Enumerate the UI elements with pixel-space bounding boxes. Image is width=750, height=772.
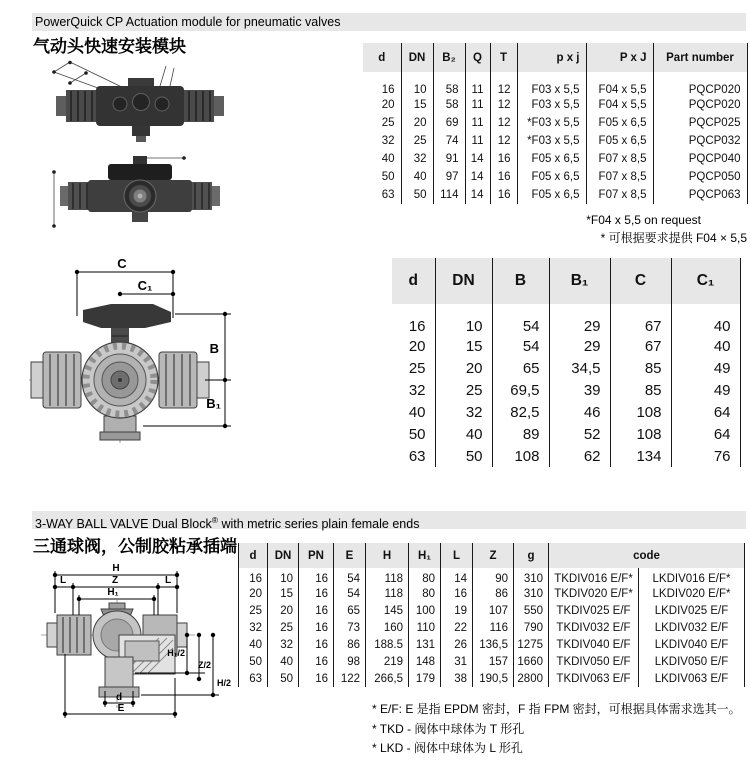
table-cell: 118 [366,568,409,585]
section2-title-zh: 三通球阀，公制胶粘承插端 [33,537,237,556]
table-cell: 26 [441,636,473,653]
table-cell: PQCP040 [653,150,747,168]
dimension-label: B₁ [206,396,221,411]
table-cell: 16 [299,568,334,585]
table-cell: 1275 [514,636,549,653]
table-cell: 110 [409,619,441,636]
table-cell: 310 [514,568,549,585]
dimension-label: Z [111,575,119,586]
table1-footnotes [363,211,747,247]
section2-title-band [32,511,746,532]
table-cell: 29 [549,304,610,335]
table-cell: F07 x 8,5 [586,168,653,186]
column-header-code: code [549,543,745,568]
table-cell: 15 [435,335,492,357]
table-cell: 40 [363,150,401,168]
table-cell: 62 [549,445,610,467]
table-cell: TKDIV050 E/F [549,653,639,670]
table-row [392,357,740,379]
table-cell: 1660 [514,653,549,670]
column-header: C [610,258,671,304]
table-row [363,72,747,96]
table-cell: 16 [299,619,334,636]
column-header: H [366,543,409,568]
table-row [392,423,740,445]
table-cell: 12 [490,96,517,114]
table-row [363,168,747,186]
table-cell: 25 [268,619,299,636]
table-cell: 54 [334,568,366,585]
column-header: DN [268,543,299,568]
table-cell: 32 [268,636,299,653]
table-cell: 16 [299,670,334,687]
dimension-label: B [209,341,219,356]
table-header-row [239,543,745,568]
actuation-module-table [363,43,748,204]
table-cell: F05 x 6,5 [517,168,586,186]
table-cell: 40 [671,335,740,357]
ball-valve-table [238,543,745,687]
table-cell: LKDIV050 E/F [639,653,745,670]
table-cell: 54 [492,335,549,357]
table-cell: F07 x 8,5 [586,150,653,168]
footnote: * TKD - 阀体中球体为 T 形孔 [372,721,525,736]
column-header: E [334,543,366,568]
table-cell: 91 [433,150,465,168]
column-header: d [392,258,435,304]
table-cell: 14 [465,168,490,186]
table-cell: 11 [465,132,490,150]
table-row [239,670,745,687]
table-row [239,568,745,585]
table-cell: 31 [441,653,473,670]
table-cell: 108 [492,445,549,467]
table-row [239,653,745,670]
table-cell: 69,5 [492,379,549,401]
table-cell: 50 [401,186,433,204]
table-row [239,585,745,602]
table-cell: PQCP020 [653,96,747,114]
table-cell: 65 [492,357,549,379]
table-cell: 63 [392,445,435,467]
column-header: d [363,43,401,72]
table-cell: 90 [473,568,514,585]
table-cell: 38 [441,670,473,687]
table-cell: 80 [409,585,441,602]
table-cell: 122 [334,670,366,687]
column-header: P x J [586,43,653,72]
section1-title-band [32,13,746,31]
table-cell: 310 [514,585,549,602]
table-cell: 50 [392,423,435,445]
table-cell: 40 [392,401,435,423]
table-cell: 145 [366,602,409,619]
table-cell: F05 x 6,5 [517,186,586,204]
table-cell: 58 [433,96,465,114]
table-cell: 29 [549,335,610,357]
column-header: g [514,543,549,568]
table-cell: 20 [363,96,401,114]
table-cell: 116 [473,619,514,636]
table-cell: LKDIV040 E/F [639,636,745,653]
column-header: T [490,43,517,72]
table-header-row [392,258,740,304]
dimension-label: E [117,703,125,714]
table-cell: 16 [392,304,435,335]
table-cell: 50 [363,168,401,186]
dimension-label: L [59,575,67,586]
table-cell: 118 [366,585,409,602]
dimension-label: C [117,258,127,271]
table-cell: 16 [490,186,517,204]
table-cell: 131 [409,636,441,653]
footnote: * LKD - 阀体中球体为 L 形孔 [372,741,523,755]
table-cell: 15 [401,96,433,114]
actuator-valve-photo [40,60,240,230]
table-cell: 86 [473,585,514,602]
table-cell: 40 [268,653,299,670]
table-cell: 89 [492,423,549,445]
table-cell: 16 [490,150,517,168]
table-cell: 63 [239,670,268,687]
dimension-label: C₁ [137,278,153,293]
table-cell: F03 x 5,5 [517,72,586,96]
table-cell: 16 [239,568,268,585]
table-cell: 16 [441,585,473,602]
table-cell: 64 [671,401,740,423]
table-cell: LKDIV020 E/F* [639,585,745,602]
table-cell: 32 [401,150,433,168]
table-cell: *F03 x 5,5 [517,132,586,150]
table-cell: 20 [239,585,268,602]
table-cell: 58 [433,72,465,96]
table-cell: TKDIV016 E/F* [549,568,639,585]
table-cell: LKDIV063 E/F [639,670,745,687]
table-row [239,619,745,636]
table-cell: 12 [490,132,517,150]
table-row [363,96,747,114]
valve-dimension-drawing [25,258,285,483]
table-cell: F05 x 6,5 [517,150,586,168]
table-cell: 10 [401,72,433,96]
table-cell: TKDIV032 E/F [549,619,639,636]
table-cell: PQCP032 [653,132,747,150]
table-cell: 85 [610,357,671,379]
table3-footnotes [372,700,741,759]
table-cell: 157 [473,653,514,670]
section2-title: 3-WAY BALL VALVE Dual Block® with metric series plain female ends [35,515,420,532]
table-cell: F03 x 5,5 [517,96,586,114]
table-cell: 49 [671,357,740,379]
column-header: C₁ [671,258,740,304]
dimension-label: L [164,575,172,586]
table-row [363,114,747,132]
valve-section-drawing [35,556,240,721]
table-cell: 20 [435,357,492,379]
table-cell: 14 [441,568,473,585]
table-row [363,132,747,150]
table-cell: 148 [409,653,441,670]
table-cell: 25 [363,114,401,132]
table-row [363,150,747,168]
table-cell: 25 [401,132,433,150]
table-cell: 14 [465,186,490,204]
table-cell: 34,5 [549,357,610,379]
table-cell: 16 [299,585,334,602]
table-cell: 16 [299,636,334,653]
table-cell: TKDIV020 E/F* [549,585,639,602]
table-cell: 40 [435,423,492,445]
dimension-label: d [115,692,123,703]
table-cell: 219 [366,653,409,670]
table-cell: 100 [409,602,441,619]
table-cell: 19 [441,602,473,619]
table-cell: 134 [610,445,671,467]
table-cell: F04 x 5,5 [586,72,653,96]
footnote: * E/F: E 是指 EPDM 密封，F 指 FPM 密封，可根据具体需求选其一。 [372,702,741,716]
table-cell: 32 [239,619,268,636]
table-row [392,445,740,467]
footnote-zh: * 可根据要求提供 F04 × 5,5 [600,231,747,245]
table-cell: 64 [671,423,740,445]
table-cell: 40 [239,636,268,653]
table-cell: TKDIV025 E/F [549,602,639,619]
dimension-label: H [112,563,120,574]
table-cell: 63 [363,186,401,204]
table-cell: TKDIV063 E/F [549,670,639,687]
valve-dimensions-table [392,258,741,467]
table-cell: 74 [433,132,465,150]
table-cell: 40 [401,168,433,186]
table-cell: 107 [473,602,514,619]
table-cell: 16 [299,653,334,670]
table-cell: 12 [490,72,517,96]
table-cell: 22 [441,619,473,636]
table-cell: 73 [334,619,366,636]
column-header: DN [401,43,433,72]
table-cell: LKDIV016 E/F* [639,568,745,585]
table-cell: 11 [465,72,490,96]
table-cell: 12 [490,114,517,132]
table-cell: 10 [435,304,492,335]
table-cell: TKDIV040 E/F [549,636,639,653]
table-header-row [363,43,747,72]
column-header: Q [465,43,490,72]
table-cell: 16 [299,602,334,619]
table-row [363,186,747,204]
column-header: DN [435,258,492,304]
table-cell: 67 [610,335,671,357]
table-cell: 98 [334,653,366,670]
column-header: B [492,258,549,304]
table-cell: 25 [435,379,492,401]
table-row [392,304,740,335]
table-cell: 114 [433,186,465,204]
table-cell: PQCP050 [653,168,747,186]
table-cell: LKDIV025 E/F [639,602,745,619]
table-row [392,379,740,401]
table-cell: 25 [392,357,435,379]
table-cell: 49 [671,379,740,401]
table-cell: 14 [465,150,490,168]
dimension-label: H/2 [216,678,231,688]
table-row [392,335,740,357]
table-cell: 46 [549,401,610,423]
table-cell: 188.5 [366,636,409,653]
table-cell: *F03 x 5,5 [517,114,586,132]
table-cell: 50 [239,653,268,670]
footnote-en: *F04 x 5,5 on request [586,213,701,227]
table-cell: 85 [610,379,671,401]
table-cell: 97 [433,168,465,186]
table-cell: F04 x 5,5 [586,96,653,114]
table-cell: 11 [465,96,490,114]
table-cell: 11 [465,114,490,132]
table-cell: 69 [433,114,465,132]
column-header: B₁ [549,258,610,304]
column-header: Z [473,543,514,568]
section1-title: PowerQuick CP Actuation module for pneumatic valves [35,15,341,29]
table-cell: 20 [392,335,435,357]
table-cell: 190,5 [473,670,514,687]
table-cell: 15 [268,585,299,602]
table-cell: 54 [492,304,549,335]
dimension-label: Z/2 [197,660,211,670]
registered-mark: ® [211,515,218,525]
table-row [239,636,745,653]
table-row [392,401,740,423]
table-cell: 80 [409,568,441,585]
table-cell: 25 [239,602,268,619]
table-cell: 136,5 [473,636,514,653]
table-cell: 179 [409,670,441,687]
table-cell: 20 [268,602,299,619]
table-cell: 65 [334,602,366,619]
column-header: L [441,543,473,568]
table-cell: 40 [671,304,740,335]
table-cell: 67 [610,304,671,335]
table-cell: 50 [268,670,299,687]
table-cell: 50 [435,445,492,467]
column-header: B₂ [433,43,465,72]
table-cell: 108 [610,423,671,445]
table-cell: 32 [363,132,401,150]
table-cell: LKDIV032 E/F [639,619,745,636]
table-cell: PQCP020 [653,72,747,96]
table-cell: 16 [490,168,517,186]
dimension-label: H₁ [107,587,119,598]
column-header: PN [299,543,334,568]
dimension-label: H₁/2 [167,648,185,658]
table-cell: F05 x 6,5 [586,114,653,132]
table-cell: 550 [514,602,549,619]
table-cell: 2800 [514,670,549,687]
table-cell: 52 [549,423,610,445]
table-cell: 54 [334,585,366,602]
column-header: d [239,543,268,568]
table-cell: 32 [435,401,492,423]
table-cell: 76 [671,445,740,467]
column-header: Part number [653,43,747,72]
table-cell: 82,5 [492,401,549,423]
table-cell: F05 x 6,5 [586,132,653,150]
table-cell: 16 [363,72,401,96]
table-cell: 160 [366,619,409,636]
column-header: H₁ [409,543,441,568]
table-cell: 20 [401,114,433,132]
table-cell: 790 [514,619,549,636]
table-cell: 108 [610,401,671,423]
table-cell: F07 x 8,5 [586,186,653,204]
table-cell: PQCP063 [653,186,747,204]
table-cell: 39 [549,379,610,401]
table-cell: 266,5 [366,670,409,687]
table-cell: 10 [268,568,299,585]
table-cell: PQCP025 [653,114,747,132]
table-row [239,602,745,619]
table-cell: 32 [392,379,435,401]
table-cell: 86 [334,636,366,653]
section1-title-zh: 气动头快速安装模块 [33,37,186,56]
column-header: p x j [517,43,586,72]
